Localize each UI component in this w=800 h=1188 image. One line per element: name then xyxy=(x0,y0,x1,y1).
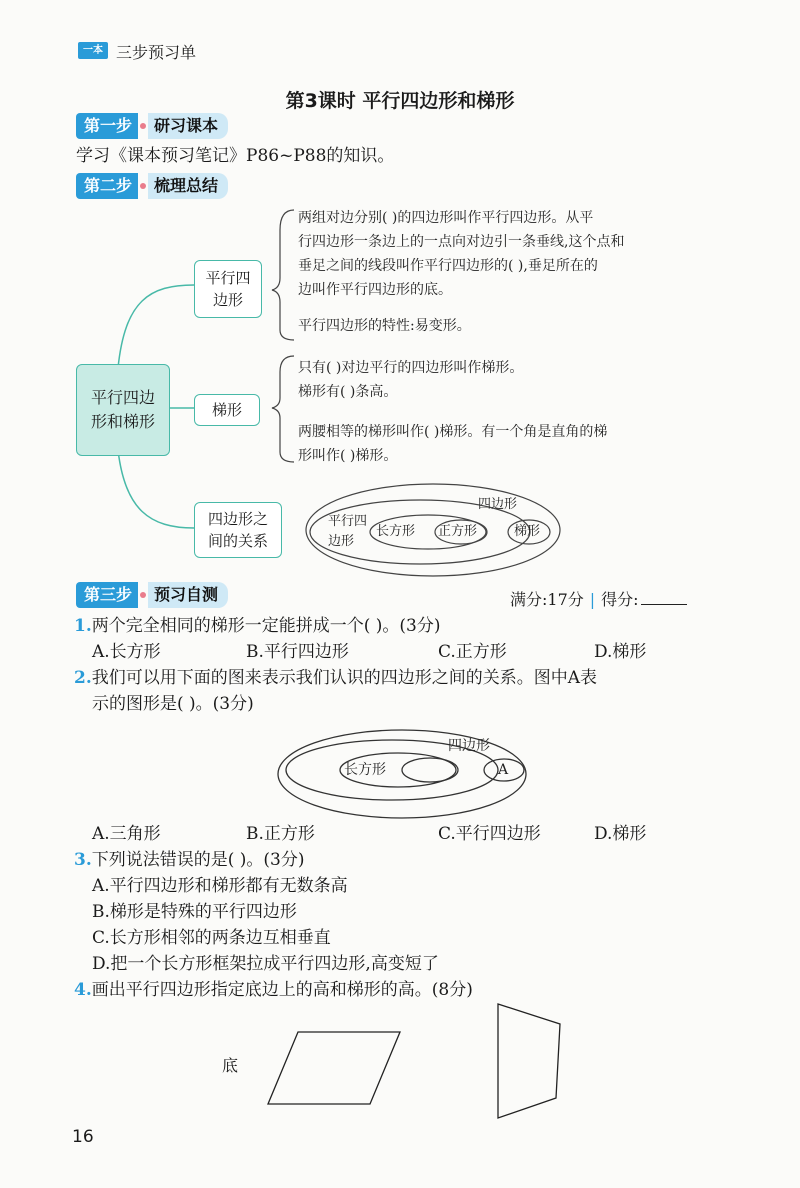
mindmap-node-trapezoid: 梯形 xyxy=(194,394,260,426)
parallelogram-shape xyxy=(268,1032,400,1104)
q1-option-c[interactable]: C.正方形 xyxy=(438,642,507,662)
score-full: 满分:17分 xyxy=(510,590,584,609)
question-number: 1. xyxy=(74,616,92,636)
step2-number: 第二步 xyxy=(76,173,138,199)
parallelogram-definition: 两组对边分别( )的四边形叫作平行四边形。从平 行四边形一条边上的一点向对边引一条垂线,这个点和 垂足之间的线段叫作平行四边形的( ),垂足所在的 边叫作平行四边形的底。 xyxy=(298,210,625,298)
step1-number: 第一步 xyxy=(76,113,138,139)
step1-label: 研习课本 xyxy=(148,113,228,139)
step1-text: 学习《课本预习笔记》P86~P88的知识。 xyxy=(76,146,395,166)
trapezoid-shape xyxy=(498,1004,560,1118)
q3-option-a[interactable]: A.平行四边形和梯形都有无数条高 xyxy=(92,876,348,896)
question-2 xyxy=(74,665,597,691)
q2-option-a[interactable]: A.三角形 xyxy=(92,824,161,844)
q1-option-d[interactable]: D.梯形 xyxy=(594,642,647,662)
q4-figures[interactable] xyxy=(230,1000,590,1130)
header-title: 三步预习单 xyxy=(116,43,197,62)
lesson-title: 第3课时 平行四边形和梯形 xyxy=(285,90,515,112)
question-number: 3. xyxy=(74,850,92,870)
q2-label-rectangle: 长方形 xyxy=(344,762,386,778)
page-number: 16 xyxy=(72,1127,94,1147)
q2-label-a: A xyxy=(498,762,509,778)
q1-option-b[interactable]: B.平行四边形 xyxy=(246,642,349,662)
question-number: 2. xyxy=(74,668,92,688)
diagram-label-parallelogram: 平行四 边形 xyxy=(328,514,368,549)
question-1 xyxy=(74,613,441,639)
step2-label: 梳理总结 xyxy=(148,173,228,199)
q3-option-c[interactable]: C.长方形相邻的两条边互相垂直 xyxy=(92,928,331,948)
question-text: 下列说法错误的是( )。(3分) xyxy=(91,850,305,870)
brand-logo: 一本 xyxy=(78,42,108,59)
step3-number: 第三步 xyxy=(76,582,138,608)
question-3 xyxy=(74,847,305,873)
q1-option-a[interactable]: A.长方形 xyxy=(92,642,161,662)
bullet-dot-icon xyxy=(140,592,146,598)
diagram-label-quadrilateral: 四边形 xyxy=(478,497,518,512)
score-blank[interactable] xyxy=(641,604,687,605)
score-got-label: 得分: xyxy=(601,590,639,609)
q2-option-d[interactable]: D.梯形 xyxy=(594,824,647,844)
question-text: 画出平行四边形指定底边上的高和梯形的高。(8分) xyxy=(91,980,473,1000)
score-box xyxy=(510,587,687,610)
step3-label: 预习自测 xyxy=(148,582,228,608)
question-number: 4. xyxy=(74,980,92,1000)
q2-option-b[interactable]: B.正方形 xyxy=(246,824,315,844)
q3-option-b[interactable]: B.梯形是特殊的平行四边形 xyxy=(92,902,297,922)
diagram-label-rectangle: 长方形 xyxy=(376,524,416,539)
base-label: 底 xyxy=(222,1056,239,1075)
question-text: 我们可以用下面的图来表示我们认识的四边形之间的关系。图中A表 xyxy=(91,668,598,688)
trapezoid-special: 两腰相等的梯形叫作( )梯形。有一个角是直角的梯 形叫作( )梯形。 xyxy=(298,424,608,464)
step3-banner xyxy=(76,582,228,608)
question-text: 两个完全相同的梯形一定能拼成一个( )。(3分) xyxy=(91,616,441,636)
mindmap-node-relation: 四边形之 间的关系 xyxy=(194,502,282,558)
parallelogram-property: 平行四边形的特性:易变形。 xyxy=(298,318,471,334)
q2-option-c[interactable]: C.平行四边形 xyxy=(438,824,541,844)
score-separator: | xyxy=(589,590,596,609)
trapezoid-definition: 只有( )对边平行的四边形叫作梯形。 梯形有( )条高。 xyxy=(298,360,524,400)
mindmap-node-parallelogram: 平行四 边形 xyxy=(194,260,262,318)
q2-label-quadrilateral: 四边形 xyxy=(448,738,490,754)
mindmap-root: 平行四边 形和梯形 xyxy=(76,364,170,456)
diagram-label-trapezoid: 梯形 xyxy=(514,524,541,539)
question-2-cont: 示的图形是( )。(3分) xyxy=(92,694,254,714)
q3-option-d[interactable]: D.把一个长方形框架拉成平行四边形,高变短了 xyxy=(92,954,439,974)
diagram-label-square: 正方形 xyxy=(438,524,478,539)
